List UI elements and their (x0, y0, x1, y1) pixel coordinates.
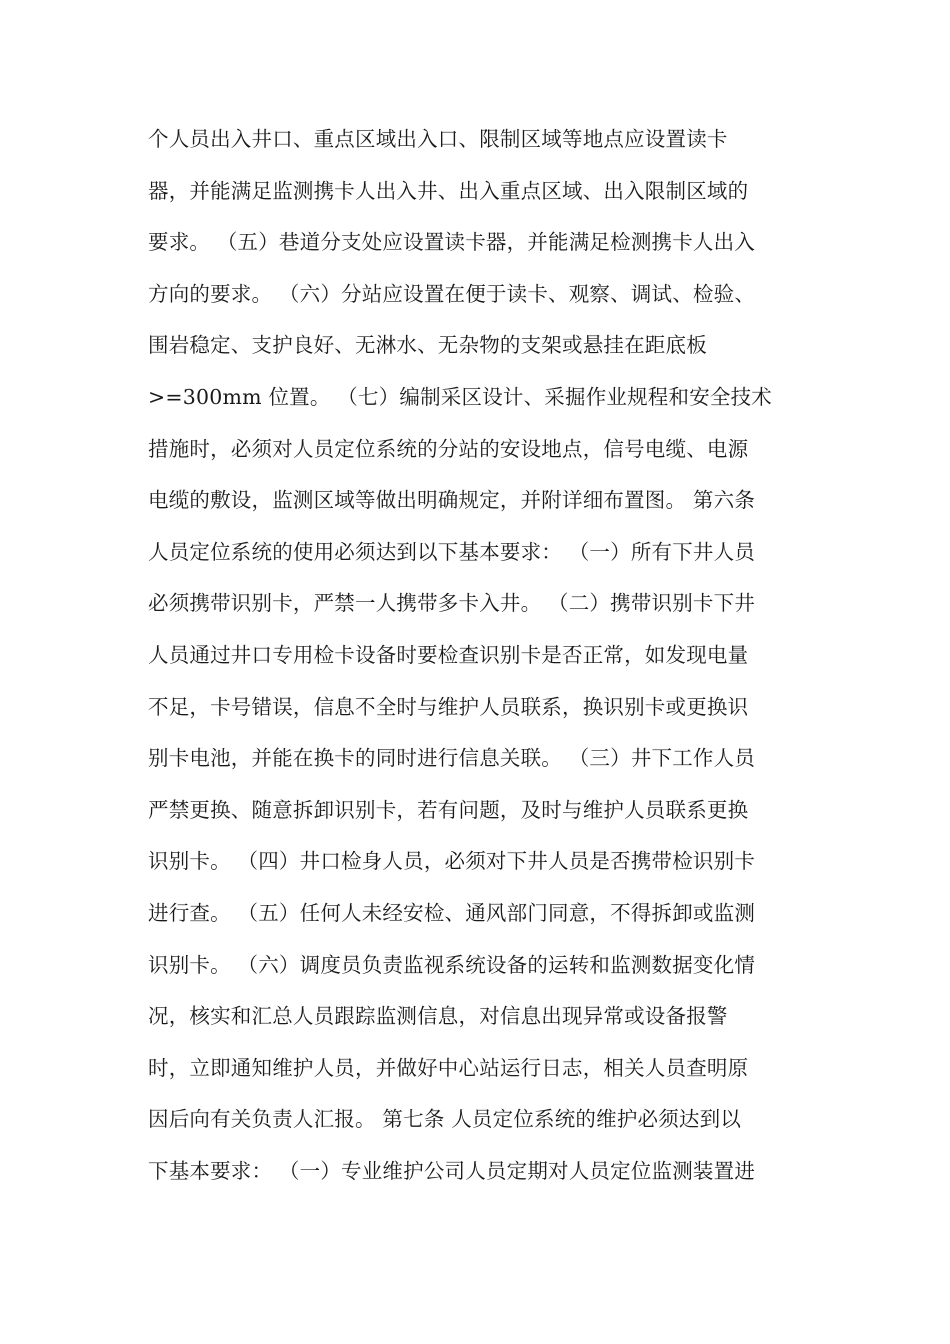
text-line: 识别卡。 （六）调度员负责监视系统设备的运转和监测数据变化情 (148, 952, 756, 977)
text-line: 进行查。 （五）任何人未经安检、通风部门同意，不得拆卸或监测 (148, 900, 756, 925)
text-line: 况，核实和汇总人员跟踪监测信息，对信息出现异常或设备报警 (148, 1004, 728, 1029)
text-line: 因后向有关负责人汇报。 第七条 人员定位系统的维护必须达到以 (148, 1107, 742, 1132)
text-line: 方向的要求。 （六）分站应设置在便于读卡、观察、调试、检验、 (148, 281, 756, 306)
text-line: 时，立即通知维护人员，并做好中心站运行日志，相关人员查明原 (148, 1055, 749, 1080)
text-line: 不足，卡号错误，信息不全时与维护人员联系，换识别卡或更换识 (148, 694, 749, 719)
text-line: 措施时，必须对人员定位系统的分站的安设地点，信号电缆、电源 (148, 436, 749, 461)
text-line: 别卡电池，并能在换卡的同时进行信息关联。 （三）井下工作人员 (148, 746, 756, 771)
body-text (148, 114, 818, 1197)
text-line: 必须携带识别卡，严禁一人携带多卡入井。 （二）携带识别卡下井 (148, 591, 756, 616)
text-line: 严禁更换、随意拆卸识别卡，若有问题，及时与维护人员联系更换 (148, 797, 749, 822)
text-line: 要求。 （五）巷道分支处应设置读卡器，并能满足检测携卡人出入 (148, 230, 756, 255)
text-line: 电缆的敷设，监测区域等做出明确规定，并附详细布置图。 第六条 (148, 488, 756, 513)
text-line: 围岩稳定、支护良好、无淋水、无杂物的支架或悬挂在距底板 (148, 333, 707, 358)
text-line: 人员通过井口专用检卡设备时要检查识别卡是否正常，如发现电量 (148, 642, 749, 667)
text-line: 器，并能满足监测携卡人出入井、出入重点区域、出入限制区域的 (148, 178, 749, 203)
text-line: 识别卡。 （四）井口检身人员，必须对下井人员是否携带检识别卡 (148, 849, 756, 874)
text-line: 个人员出入井口、重点区域出入口、限制区域等地点应设置读卡 (148, 127, 728, 151)
text-line: >=300mm 位置。 （七）编制采区设计、采掘作业规程和安全技术 (148, 384, 772, 409)
text-line: 人员定位系统的使用必须达到以下基本要求： （一）所有下井人员 (148, 539, 756, 564)
text-line: 下基本要求： （一）专业维护公司人员定期对人员定位监测装置进 (148, 1158, 756, 1183)
